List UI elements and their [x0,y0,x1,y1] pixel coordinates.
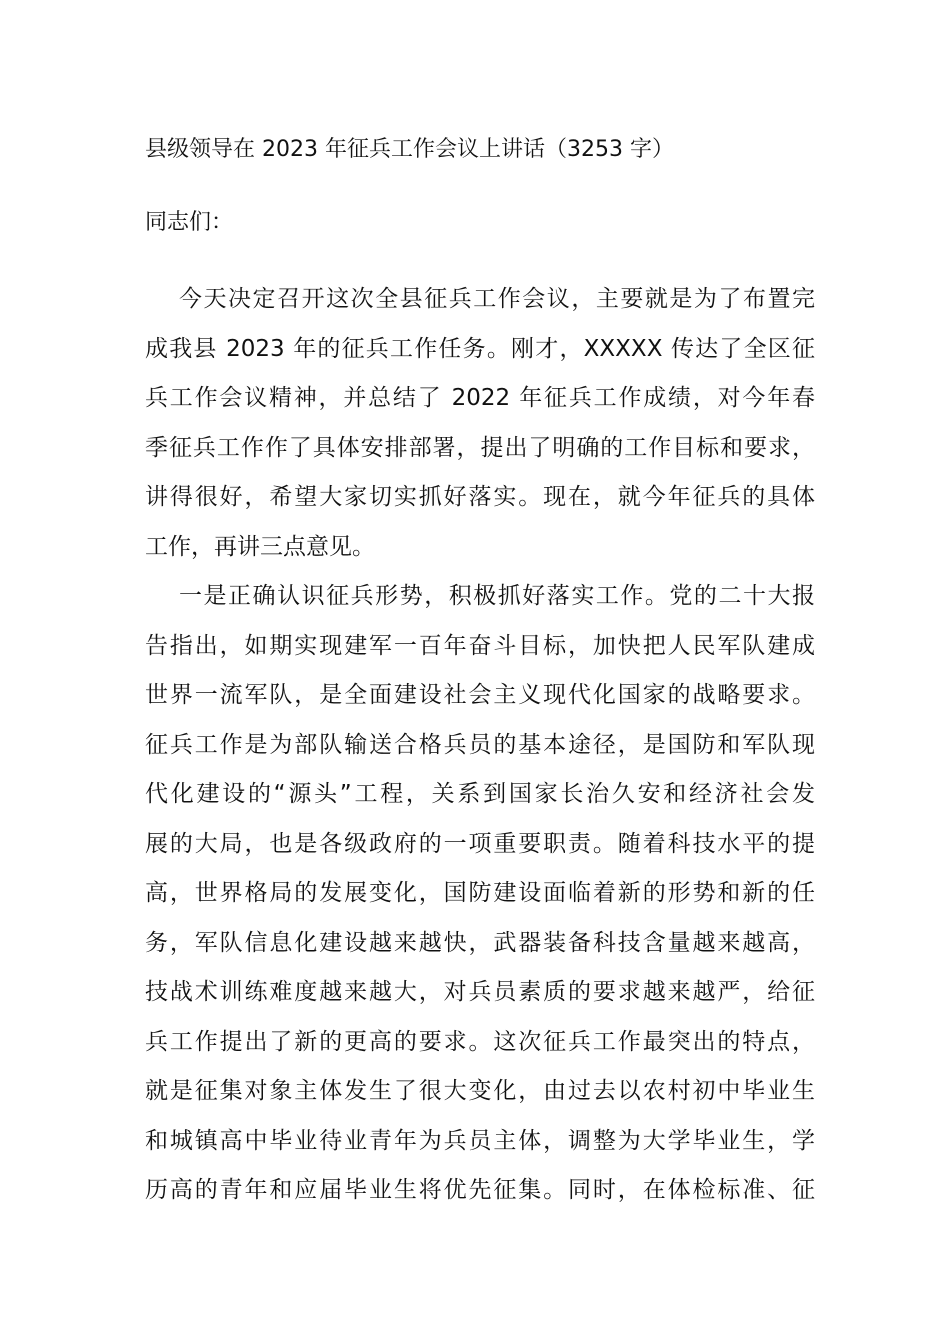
text-line: 工作，再讲三点意见。 [145,533,375,560]
text-line: 季征兵工作作了具体安排部署，提出了明确的工作目标和要求， [145,434,815,461]
text-line: 告指出，如期实现建军一百年奋斗目标，加快把人民军队建成 [145,632,815,659]
text-line: 高，世界格局的发展变化，国防建设面临着新的形势和新的任 [145,880,815,906]
text-line: 成我县 2023 年的征兵工作任务。刚才，XXXXX 传达了全区征 [145,335,815,362]
text-line: 今天决定召开这次全县征兵工作会议，主要就是为了布置完 [179,286,815,312]
text-line: 讲得很好，希望大家切实抓好落实。现在，就今年征兵的具体 [145,484,815,510]
text-line: 代化建设的“源头”工程，关系到国家长治久安和经济社会发 [145,781,815,807]
text-line: 技战术训练难度越来越大，对兵员素质的要求越来越严，给征 [145,979,815,1005]
text-line: 展的大局，也是各级政府的一项重要职责。随着科技水平的提 [145,830,815,857]
text-line: 兵工作会议精神，并总结了 2022 年征兵工作成绩，对今年春 [145,385,815,411]
text-line: 一是正确认识征兵形势，积极抓好落实工作。党的二十大报 [179,583,815,609]
text-line: 务，军队信息化建设越来越快，武器装备科技含量越来越高， [145,929,815,956]
text-line: 世界一流军队，是全面建设社会主义现代化国家的战略要求。 [145,682,815,708]
text-line: 征兵工作是为部队输送合格兵员的基本途径，是国防和军队现 [145,731,815,758]
text-line: 历高的青年和应届毕业生将优先征集。同时，在体检标准、征 [145,1177,815,1203]
salutation: 同志们： [145,210,234,235]
document-title: 县级领导在 2023 年征兵工作会议上讲话（3253 字） [145,137,674,162]
body-text [145,283,815,1224]
text-line: 就是征集对象主体发生了很大变化，由过去以农村初中毕业生 [145,1078,815,1104]
text-line: 和城镇高中毕业待业青年为兵员主体，调整为大学毕业生，学 [145,1127,815,1154]
text-line: 兵工作提出了新的更高的要求。这次征兵工作最突出的特点， [145,1028,815,1055]
